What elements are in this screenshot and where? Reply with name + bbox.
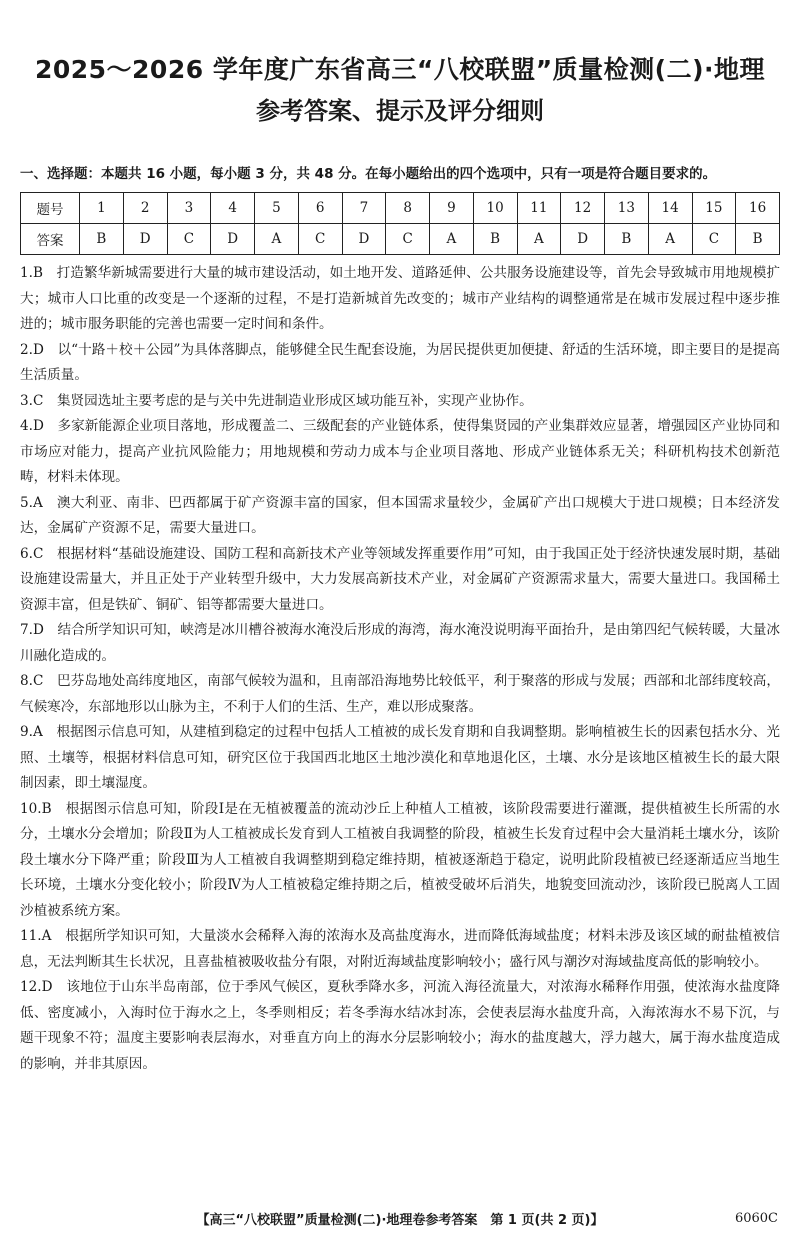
question-number-cell: 1: [80, 193, 124, 224]
explanation-item: 11.A 根据所学知识可知，大量淡水会稀释入海的浓海水及高盐度海水，进而降低海域盐度；材料未涉及该区域的耐盐植被信息，无法判断其生长状况，且喜盐植被吸收盐分有限，对附近海域盐度影响较小；盛行风与潮汐对海域盐度高低的影响较小。: [20, 928, 780, 970]
answer-header: 答案: [21, 224, 80, 255]
document-title: 2025～2026 学年度广东省高三“八校联盟”质量检测(二)·地理: [34, 55, 766, 84]
answer-cell: A: [255, 224, 299, 255]
question-number-header: 题号: [21, 193, 80, 224]
explanation-item: 10.B 根据图示信息可知，阶段Ⅰ是在无植被覆盖的流动沙丘上种植人工植被，该阶段需要进行灌溉，提供植被生长所需的水分，土壤水分会增加；阶段Ⅱ为人工植被成长发育到人工植被自我调整的阶段，植被生长发育过程中会大量消耗土壤水分，该阶段土壤水分下降严重；阶段Ⅲ为人工植被自我调整期到稳定维持期，植被逐渐趋于稳定，说明此阶段植被已经逐渐适应当地生长环境，土壤水分变化较小；阶段Ⅳ为人工植被稳定维持期之后，植被受破坏后消失，地貌变回流动沙，该阶段已脱离人工固沙植被系统方案。: [20, 800, 780, 919]
question-number-cell: 11: [517, 193, 561, 224]
answer-cell: A: [648, 224, 692, 255]
question-number-cell: 12: [561, 193, 605, 224]
question-number-cell: 2: [123, 193, 167, 224]
question-number-row: [21, 193, 780, 224]
explanation-item: 4.D 多家新能源企业项目落地，形成覆盖二、三级配套的产业链体系，使得集贤园的产业集群效应显著，增强园区产业协同和市场应对能力，提高产业抗风险能力；用地规模和劳动力成本与企业项目落地、形成产业链体系无关；科研机构技术创新范畴，材料未体现。: [20, 418, 780, 485]
explanation-item: 5.A 澳大利亚、南非、巴西都属于矿产资源丰富的国家，但本国需求量较少，金属矿产出口规模大于进口规模；日本经济发达，金属矿产资源不足，需要大量进口。: [20, 494, 780, 536]
document-code: 6060C: [734, 1211, 778, 1226]
question-number-cell: 7: [342, 193, 386, 224]
section-heading: 一、选择题：本题共 16 小题，每小题 3 分，共 48 分。在每小题给出的四个选项中，只有一项是符合题目要求的。: [20, 166, 717, 182]
answer-cell: B: [80, 224, 124, 255]
question-number-cell: 4: [211, 193, 255, 224]
answer-table: [20, 192, 780, 255]
answer-cell: B: [605, 224, 649, 255]
question-number-cell: 6: [298, 193, 342, 224]
explanation-item: 6.C 根据材料“基础设施建设、国防工程和高新技术产业等领域发挥重要作用”可知，由于我国正处于经济快速发展时期，基础设施建设需量大，并且正处于产业转型升级中，大力发展高新技术产业，对金属矿产资源需求量大，需要大量进口。我国稀土资源丰富，但是铁矿、铜矿、铝等都需要大量进口。: [20, 545, 780, 613]
question-number-cell: 16: [736, 193, 780, 224]
explanation-list: [20, 261, 780, 1077]
question-number-cell: 15: [692, 193, 736, 224]
answer-cell: C: [167, 224, 211, 255]
answer-cell: D: [123, 224, 167, 255]
explanation-item: 9.A 根据图示信息可知，从建植到稳定的过程中包括人工植被的成长发育期和自我调整期。影响植被生长的因素包括水分、光照、土壤等，根据材料信息可知，研究区位于我国西北地区土地沙漠化和草地退化区，土壤、水分是该地区植被生长的最大限制因素，即土壤湿度。: [20, 724, 780, 791]
answer-cell: A: [517, 224, 561, 255]
question-number-cell: 9: [430, 193, 474, 224]
answer-cell: C: [692, 224, 736, 255]
answer-cell: D: [342, 224, 386, 255]
question-number-cell: 3: [167, 193, 211, 224]
question-number-cell: 13: [605, 193, 649, 224]
answer-row: [21, 224, 780, 255]
answer-cell: C: [298, 224, 342, 255]
answer-cell: C: [386, 224, 430, 255]
document-subtitle: 参考答案、提示及评分细则: [256, 97, 544, 125]
explanation-item: 2.D 以“十路＋校＋公园”为具体落脚点，能够健全民生配套设施，为居民提供更加便捷、舒适的生活环境，即主要目的是提高生活质量。: [20, 341, 780, 383]
answer-cell: B: [736, 224, 780, 255]
answer-cell: A: [430, 224, 474, 255]
answer-cell: D: [211, 224, 255, 255]
answer-cell: D: [561, 224, 605, 255]
explanation-item: 7.D 结合所学知识可知，峡湾是冰川槽谷被海水淹没后形成的海湾，海水淹没说明海平面抬升，是由第四纪气候转暖，大量冰川融化造成的。: [20, 622, 780, 664]
question-number-cell: 10: [473, 193, 517, 224]
answer-cell: B: [473, 224, 517, 255]
explanation-item: 3.C 集贤园选址主要考虑的是与关中先进制造业形成区域功能互补，实现产业协作。: [20, 392, 533, 409]
explanation-item: 12.D 该地位于山东半岛南部，位于季风气候区，夏秋季降水多，河流入海径流量大，对浓海水稀释作用强，使浓海水盐度降低、密度减小，入海时位于海水之上，冬季则相反；若冬季海水结冰封冻，会使表层海水盐度升高，入海浓海水不易下沉，与题干现象不符；温度主要影响表层海水，对垂直方向上的海水分层影响较小；海水的盐度越大，浮力越大，属于海水盐度造成的影响，并非其原因。: [20, 979, 780, 1072]
question-number-cell: 14: [648, 193, 692, 224]
explanation-item: 8.C 巴芬岛地处高纬度地区，南部气候较为温和，且南部沿海地势比较低平，利于聚落的形成与发展；西部和北部纬度较高，气候寒冷，东部地形以山脉为主，不利于人们的生活、生产，难以形成聚落。: [20, 673, 780, 715]
question-number-cell: 8: [386, 193, 430, 224]
explanation-item: 1.B 打造繁华新城需要进行大量的城市建设活动，如土地开发、道路延伸、公共服务设施建设等，首先会导致城市用地规模扩大；城市人口比重的改变是一个逐渐的过程，不是打造新城首先改变的；城市产业结构的调整通常是在城市发展过程中逐步推进的；城市服务职能的完善也需要一定时间和条件。: [20, 265, 780, 332]
question-number-cell: 5: [255, 193, 299, 224]
page-footer: 【高三“八校联盟”质量检测(二)·地理卷参考答案 第 1 页(共 2 页)】: [196, 1213, 604, 1228]
